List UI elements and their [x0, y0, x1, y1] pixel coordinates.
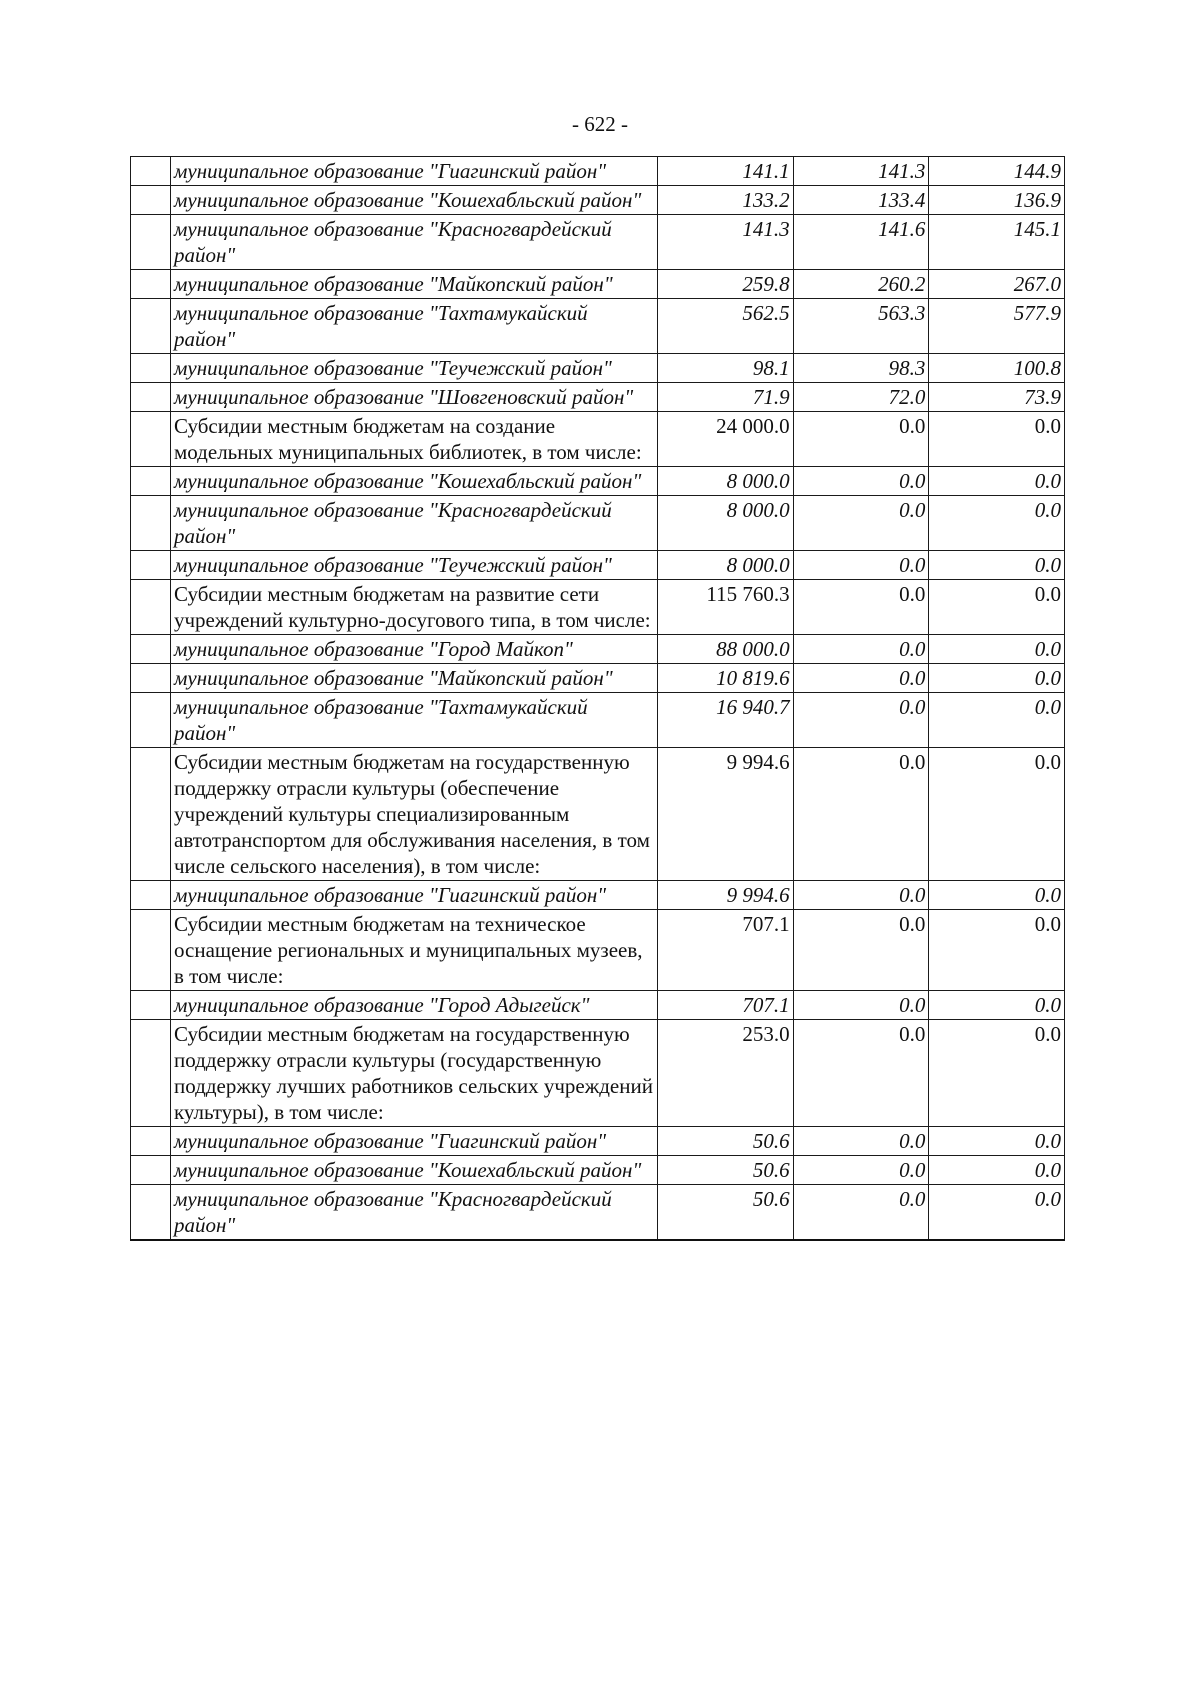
- amount-year-2: 133.4: [793, 186, 929, 215]
- amount-year-1: 10 819.6: [658, 664, 794, 693]
- row-number-cell: [131, 991, 171, 1020]
- amount-year-1: 9 994.6: [658, 748, 794, 881]
- municipality-row: [131, 551, 1065, 580]
- amount-year-3: 144.9: [929, 157, 1065, 186]
- amount-year-3: 0.0: [929, 991, 1065, 1020]
- amount-year-3: 0.0: [929, 496, 1065, 551]
- row-description: муниципальное образование "Теучежский район": [171, 354, 658, 383]
- amount-year-1: 133.2: [658, 186, 794, 215]
- row-number-cell: [131, 496, 171, 551]
- row-number-cell: [131, 383, 171, 412]
- row-description: Субсидии местным бюджетам на техническое оснащение региональных и муниципальных музеев, в том числе:: [171, 910, 658, 991]
- municipality-row: [131, 467, 1065, 496]
- amount-year-1: 24 000.0: [658, 412, 794, 467]
- amount-year-1: 98.1: [658, 354, 794, 383]
- row-description: муниципальное образование "Гиагинский район": [171, 157, 658, 186]
- amount-year-2: 0.0: [793, 1020, 929, 1127]
- amount-year-3: 0.0: [929, 551, 1065, 580]
- amount-year-1: 259.8: [658, 270, 794, 299]
- amount-year-2: 141.3: [793, 157, 929, 186]
- amount-year-1: 115 760.3: [658, 580, 794, 635]
- amount-year-2: 72.0: [793, 383, 929, 412]
- row-description: муниципальное образование "Кошехабльский район": [171, 467, 658, 496]
- amount-year-3: 136.9: [929, 186, 1065, 215]
- row-description: муниципальное образование "Город Адыгейск": [171, 991, 658, 1020]
- municipality-row: [131, 157, 1065, 186]
- municipality-row: [131, 270, 1065, 299]
- amount-year-3: 267.0: [929, 270, 1065, 299]
- row-description: муниципальное образование "Красногвардейский район": [171, 1185, 658, 1241]
- municipality-row: [131, 1185, 1065, 1241]
- row-number-cell: [131, 1185, 171, 1241]
- amount-year-2: 98.3: [793, 354, 929, 383]
- amount-year-2: 0.0: [793, 881, 929, 910]
- row-description: муниципальное образование "Гиагинский район": [171, 1127, 658, 1156]
- municipality-row: [131, 693, 1065, 748]
- row-description: муниципальное образование "Кошехабльский район": [171, 1156, 658, 1185]
- row-number-cell: [131, 580, 171, 635]
- municipality-row: [131, 635, 1065, 664]
- amount-year-2: 0.0: [793, 910, 929, 991]
- row-description: Субсидии местным бюджетам на государственную поддержку отрасли культуры (государственную поддержку лучших работников сельских учреждений культуры), в том числе:: [171, 1020, 658, 1127]
- row-number-cell: [131, 186, 171, 215]
- row-number-cell: [131, 664, 171, 693]
- amount-year-3: 100.8: [929, 354, 1065, 383]
- amount-year-3: 0.0: [929, 1127, 1065, 1156]
- amount-year-3: 145.1: [929, 215, 1065, 270]
- row-number-cell: [131, 299, 171, 354]
- amount-year-3: 0.0: [929, 580, 1065, 635]
- amount-year-3: 0.0: [929, 1185, 1065, 1241]
- amount-year-1: 88 000.0: [658, 635, 794, 664]
- municipality-row: [131, 215, 1065, 270]
- amount-year-3: 0.0: [929, 1020, 1065, 1127]
- amount-year-3: 0.0: [929, 664, 1065, 693]
- amount-year-2: 0.0: [793, 467, 929, 496]
- subsidy-table: [130, 156, 1065, 1241]
- row-number-cell: [131, 748, 171, 881]
- amount-year-3: 0.0: [929, 693, 1065, 748]
- amount-year-2: 141.6: [793, 215, 929, 270]
- subsidy-row: [131, 748, 1065, 881]
- row-number-cell: [131, 1020, 171, 1127]
- amount-year-3: 0.0: [929, 910, 1065, 991]
- row-description: муниципальное образование "Тахтамукайский район": [171, 693, 658, 748]
- amount-year-1: 707.1: [658, 910, 794, 991]
- amount-year-2: 0.0: [793, 991, 929, 1020]
- amount-year-2: 0.0: [793, 635, 929, 664]
- municipality-row: [131, 991, 1065, 1020]
- row-description: муниципальное образование "Майкопский район": [171, 270, 658, 299]
- subsidy-row: [131, 1020, 1065, 1127]
- amount-year-1: 562.5: [658, 299, 794, 354]
- municipality-row: [131, 354, 1065, 383]
- row-description: муниципальное образование "Майкопский район": [171, 664, 658, 693]
- amount-year-1: 50.6: [658, 1156, 794, 1185]
- row-number-cell: [131, 467, 171, 496]
- row-description: муниципальное образование "Кошехабльский район": [171, 186, 658, 215]
- subsidy-row: [131, 580, 1065, 635]
- amount-year-2: 260.2: [793, 270, 929, 299]
- amount-year-2: 0.0: [793, 1185, 929, 1241]
- page-number: - 622 -: [572, 112, 628, 136]
- row-number-cell: [131, 635, 171, 664]
- amount-year-2: 0.0: [793, 1156, 929, 1185]
- amount-year-2: 0.0: [793, 1127, 929, 1156]
- row-description: муниципальное образование "Гиагинский район": [171, 881, 658, 910]
- municipality-row: [131, 383, 1065, 412]
- municipality-row: [131, 1127, 1065, 1156]
- amount-year-3: 0.0: [929, 467, 1065, 496]
- subsidy-table-body: [131, 157, 1065, 1241]
- amount-year-3: 73.9: [929, 383, 1065, 412]
- amount-year-1: 9 994.6: [658, 881, 794, 910]
- amount-year-2: 563.3: [793, 299, 929, 354]
- row-number-cell: [131, 1127, 171, 1156]
- row-number-cell: [131, 157, 171, 186]
- amount-year-1: 8 000.0: [658, 551, 794, 580]
- amount-year-3: 577.9: [929, 299, 1065, 354]
- row-description: муниципальное образование "Теучежский район": [171, 551, 658, 580]
- amount-year-1: 707.1: [658, 991, 794, 1020]
- row-description: муниципальное образование "Красногвардейский район": [171, 496, 658, 551]
- amount-year-2: 0.0: [793, 664, 929, 693]
- amount-year-1: 253.0: [658, 1020, 794, 1127]
- amount-year-2: 0.0: [793, 551, 929, 580]
- amount-year-1: 50.6: [658, 1127, 794, 1156]
- row-number-cell: [131, 412, 171, 467]
- row-number-cell: [131, 910, 171, 991]
- row-number-cell: [131, 215, 171, 270]
- municipality-row: [131, 664, 1065, 693]
- row-description: Субсидии местным бюджетам на создание модельных муниципальных библиотек, в том числе:: [171, 412, 658, 467]
- row-description: Субсидии местным бюджетам на развитие сети учреждений культурно-досугового типа, в том числе:: [171, 580, 658, 635]
- row-description: Субсидии местным бюджетам на государственную поддержку отрасли культуры (обеспечение учреждений культуры специализированным автотранспортом для обслуживания населения, в том числе сельского населения), в том числе:: [171, 748, 658, 881]
- municipality-row: [131, 186, 1065, 215]
- municipality-row: [131, 881, 1065, 910]
- amount-year-1: 71.9: [658, 383, 794, 412]
- municipality-row: [131, 299, 1065, 354]
- amount-year-1: 141.3: [658, 215, 794, 270]
- amount-year-3: 0.0: [929, 1156, 1065, 1185]
- row-number-cell: [131, 354, 171, 383]
- amount-year-3: 0.0: [929, 635, 1065, 664]
- row-description: муниципальное образование "Шовгеновский район": [171, 383, 658, 412]
- amount-year-2: 0.0: [793, 580, 929, 635]
- subsidy-row: [131, 910, 1065, 991]
- row-number-cell: [131, 1156, 171, 1185]
- amount-year-3: 0.0: [929, 412, 1065, 467]
- row-description: муниципальное образование "Город Майкоп": [171, 635, 658, 664]
- amount-year-2: 0.0: [793, 748, 929, 881]
- row-number-cell: [131, 551, 171, 580]
- row-number-cell: [131, 693, 171, 748]
- amount-year-1: 141.1: [658, 157, 794, 186]
- row-description: муниципальное образование "Красногвардейский район": [171, 215, 658, 270]
- amount-year-1: 8 000.0: [658, 496, 794, 551]
- amount-year-2: 0.0: [793, 496, 929, 551]
- amount-year-2: 0.0: [793, 412, 929, 467]
- amount-year-1: 16 940.7: [658, 693, 794, 748]
- row-description: муниципальное образование "Тахтамукайский район": [171, 299, 658, 354]
- amount-year-1: 50.6: [658, 1185, 794, 1241]
- subsidy-row: [131, 412, 1065, 467]
- row-number-cell: [131, 270, 171, 299]
- amount-year-2: 0.0: [793, 693, 929, 748]
- amount-year-1: 8 000.0: [658, 467, 794, 496]
- municipality-row: [131, 496, 1065, 551]
- amount-year-3: 0.0: [929, 748, 1065, 881]
- municipality-row: [131, 1156, 1065, 1185]
- row-number-cell: [131, 881, 171, 910]
- amount-year-3: 0.0: [929, 881, 1065, 910]
